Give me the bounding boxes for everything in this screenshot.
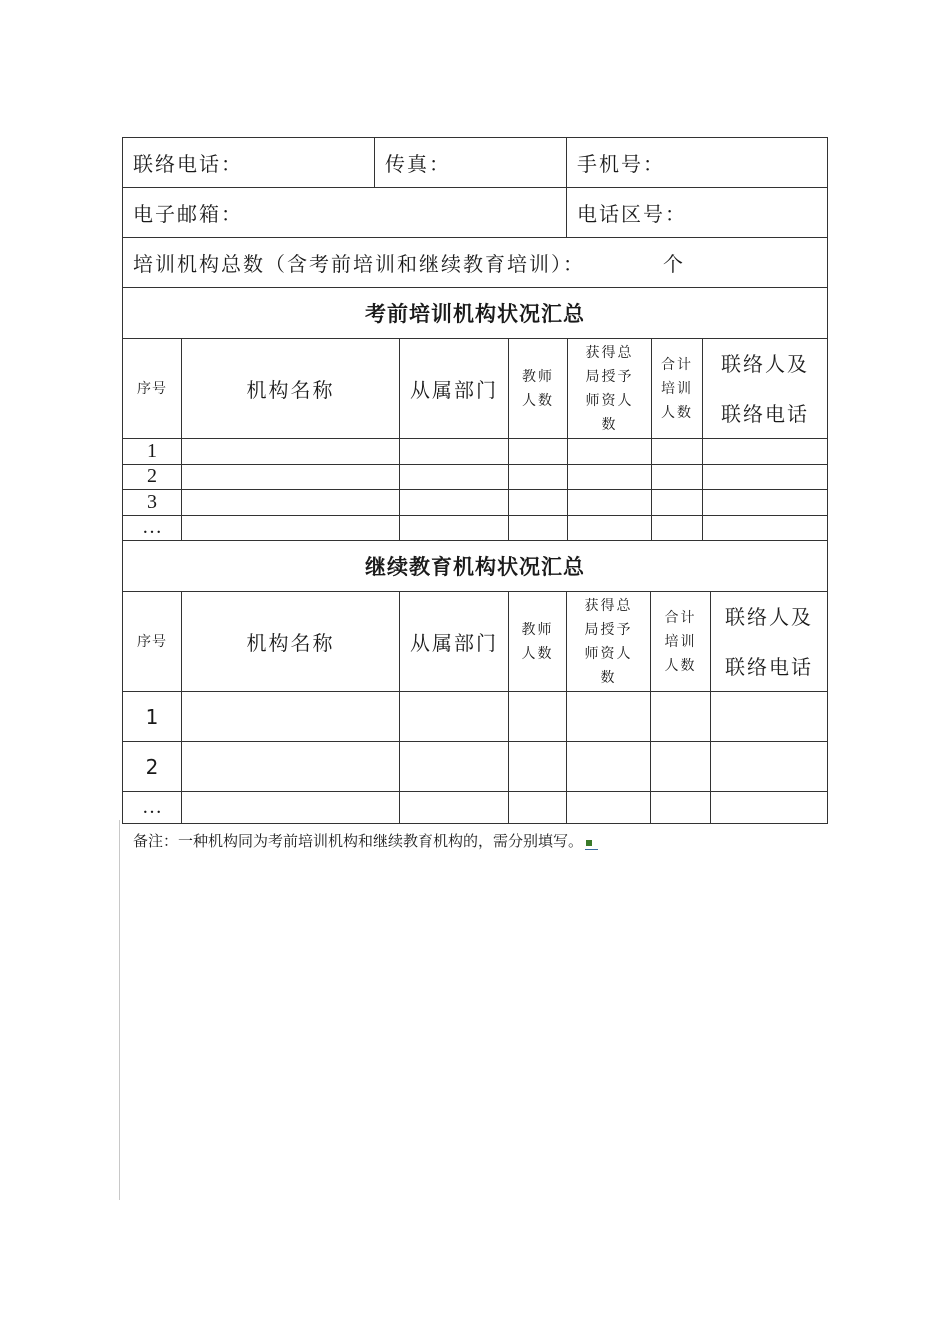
col-seq-header: 序号 (123, 339, 182, 438)
qualified-cell[interactable] (567, 792, 651, 823)
col-total-trained-header (652, 339, 703, 438)
seq-cell: 1 (123, 692, 182, 741)
trained-cell[interactable] (651, 742, 711, 791)
dept-cell[interactable] (400, 516, 509, 541)
fax-field[interactable] (375, 138, 567, 187)
section2-title: 继续教育机构状况汇总 (123, 541, 827, 592)
col-qualified-header (568, 339, 652, 438)
trained-line-3: 人数 (664, 657, 697, 674)
seq-cell: 2 (123, 465, 182, 490)
qualified-line-1: 获得总 (585, 344, 634, 361)
contact-line-1: 联络人及 (725, 604, 813, 629)
contact-cell[interactable] (703, 516, 827, 541)
contact-line-2: 联络电话 (721, 401, 809, 426)
contact-line-1: 联络人及 (721, 351, 809, 376)
summary-form-table (122, 137, 828, 824)
fax-label: 传真： (385, 152, 451, 176)
col-total-trained-header (651, 592, 711, 691)
qualified-cell[interactable] (567, 742, 651, 791)
trained-cell[interactable] (651, 692, 711, 741)
table-row (123, 742, 827, 792)
trained-cell[interactable] (651, 792, 711, 823)
name-cell[interactable] (182, 490, 400, 515)
name-cell[interactable] (182, 439, 400, 464)
table-row (123, 490, 827, 516)
total-label: 培训机构总数（含考前培训和继续教育培训）： (133, 252, 585, 276)
total-field[interactable] (123, 238, 827, 287)
email-field[interactable] (123, 188, 567, 237)
contact-row-2 (123, 188, 827, 238)
paragraph-anchor-icon (585, 838, 595, 848)
qualified-cell[interactable] (568, 516, 652, 541)
col-teachers-header (509, 592, 567, 691)
qualified-line-3: 师资人 (584, 645, 633, 662)
page-margin-line (119, 820, 120, 1200)
trained-line-1: 合计 (661, 356, 693, 373)
section1-title: 考前培训机构状况汇总 (123, 288, 827, 339)
teachers-cell[interactable] (509, 516, 568, 541)
teachers-cell[interactable] (509, 439, 568, 464)
col-teachers-header (509, 339, 568, 438)
dept-cell[interactable] (400, 792, 509, 823)
qualified-line-3: 师资人 (585, 392, 634, 409)
trained-line-2: 培训 (664, 633, 697, 650)
seq-cell: 1 (123, 439, 182, 464)
contact-cell[interactable] (711, 792, 827, 823)
dept-cell[interactable] (400, 490, 509, 515)
seq-cell: 2 (123, 742, 182, 791)
teachers-cell[interactable] (509, 742, 567, 791)
teachers-line-1: 教师 (521, 621, 554, 638)
qualified-cell[interactable] (568, 465, 652, 490)
qualified-line-1: 获得总 (584, 597, 633, 614)
name-cell[interactable] (182, 742, 400, 791)
name-cell[interactable] (182, 465, 400, 490)
trained-cell[interactable] (652, 490, 703, 515)
trained-cell[interactable] (652, 465, 703, 490)
col-dept-header: 从属部门 (400, 592, 509, 691)
seq-cell: 3 (123, 490, 182, 515)
name-cell[interactable] (182, 516, 400, 541)
qualified-line-4: 数 (600, 669, 617, 686)
table-row (123, 516, 827, 542)
qualified-line-4: 数 (601, 416, 618, 433)
col-name-header: 机构名称 (182, 592, 400, 691)
name-cell[interactable] (182, 692, 400, 741)
teachers-cell[interactable] (509, 692, 567, 741)
phone-field[interactable] (123, 138, 375, 187)
contact-cell[interactable] (703, 439, 827, 464)
col-name-header: 机构名称 (182, 339, 400, 438)
col-contact-header (711, 592, 827, 691)
section1-header-row (123, 339, 827, 439)
total-unit: 个 (663, 252, 685, 276)
footnote (133, 830, 595, 851)
area-code-field[interactable] (567, 188, 827, 237)
qualified-cell[interactable] (568, 490, 652, 515)
col-dept-header: 从属部门 (400, 339, 509, 438)
footnote-text: 备注：一种机构同为考前培训机构和继续教育机构的，需分别填写。 (133, 834, 584, 850)
col-contact-header (703, 339, 827, 438)
col-qualified-header (567, 592, 651, 691)
area-code-label: 电话区号： (577, 202, 687, 226)
trained-cell[interactable] (652, 516, 703, 541)
qualified-line-2: 局授予 (585, 368, 634, 385)
contact-cell[interactable] (711, 742, 827, 791)
email-label: 电子邮箱： (133, 202, 243, 226)
mobile-field[interactable] (567, 138, 827, 187)
table-row (123, 792, 827, 823)
trained-cell[interactable] (652, 439, 703, 464)
dept-cell[interactable] (400, 465, 509, 490)
trained-line-1: 合计 (664, 609, 697, 626)
qualified-cell[interactable] (568, 439, 652, 464)
trained-line-2: 培训 (661, 380, 693, 397)
seq-cell: … (123, 516, 182, 541)
qualified-cell[interactable] (567, 692, 651, 741)
trained-line-3: 人数 (661, 404, 693, 421)
teachers-cell[interactable] (509, 490, 568, 515)
contact-cell[interactable] (711, 692, 827, 741)
contact-cell[interactable] (703, 490, 827, 515)
col-seq-header: 序号 (123, 592, 182, 691)
teachers-line-2: 人数 (522, 392, 554, 409)
mobile-label: 手机号： (577, 152, 665, 176)
dept-cell[interactable] (400, 692, 509, 741)
teachers-cell[interactable] (509, 792, 567, 823)
teachers-line-1: 教师 (522, 368, 554, 385)
contact-line-2: 联络电话 (725, 654, 813, 679)
seq-cell: … (123, 792, 182, 823)
dept-cell[interactable] (400, 742, 509, 791)
name-cell[interactable] (182, 792, 400, 823)
dept-cell[interactable] (400, 439, 509, 464)
table-row (123, 439, 827, 465)
teachers-line-2: 人数 (521, 645, 554, 662)
contact-cell[interactable] (703, 465, 827, 490)
teachers-cell[interactable] (509, 465, 568, 490)
table-row (123, 692, 827, 742)
table-row (123, 465, 827, 491)
section2-header-row (123, 592, 827, 692)
phone-label: 联络电话： (133, 152, 243, 176)
qualified-line-2: 局授予 (584, 621, 633, 638)
total-row (123, 238, 827, 288)
contact-row-1 (123, 138, 827, 188)
